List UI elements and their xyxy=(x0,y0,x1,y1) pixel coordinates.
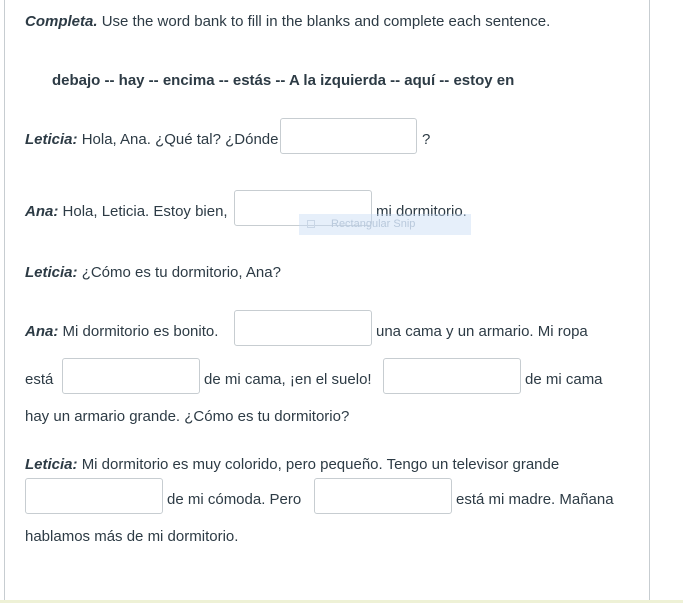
dialogue-text: mi dormitorio. xyxy=(376,203,467,220)
dialogue-text: de mi cama, ¡en el suelo! xyxy=(204,371,372,388)
dialogue-text: Mi dormitorio es muy colorido, pero pequeño. Tengo un televisor grande xyxy=(81,456,560,473)
instructions-label: Completa. xyxy=(25,13,98,30)
dialogue-line-4 xyxy=(25,322,218,342)
dialogue-text: de mi cómoda. Pero xyxy=(167,491,302,508)
dialogue-line-2 xyxy=(25,202,228,222)
dialogue-text: Hola, Ana. ¿Qué tal? ¿Dónde xyxy=(81,131,279,148)
speaker-label: Leticia: xyxy=(25,264,78,281)
dialogue-text: de mi cama xyxy=(525,371,603,388)
dialogue-line-5 xyxy=(25,455,559,475)
dialogue-text: Mi dormitorio es bonito. xyxy=(62,323,219,340)
blank-input-5[interactable] xyxy=(383,358,521,394)
speaker-label: Ana: xyxy=(25,203,59,220)
dialogue-text: hay un armario grande. ¿Cómo es tu dormitorio? xyxy=(25,408,350,425)
dialogue-text: una cama y un armario. Mi ropa xyxy=(376,323,588,340)
dialogue-line-3 xyxy=(25,263,281,283)
dialogue-text: ¿Cómo es tu dormitorio, Ana? xyxy=(81,264,281,281)
dialogue-text: hablamos más de mi dormitorio. xyxy=(25,528,239,545)
blank-input-7[interactable] xyxy=(314,478,452,514)
speaker-label: Leticia: xyxy=(25,456,78,473)
dialogue-text: está mi madre. Mañana xyxy=(456,491,614,508)
snip-label: Rectangular Snip xyxy=(331,218,416,230)
dialogue-text: está xyxy=(25,371,54,388)
speaker-label: Leticia: xyxy=(25,131,78,148)
blank-input-6[interactable] xyxy=(25,478,163,514)
blank-input-4[interactable] xyxy=(62,358,200,394)
word-bank: debajo -- hay -- encima -- estás -- A la izquierda -- aquí -- estoy en xyxy=(52,72,515,89)
rectangular-snip-overlay xyxy=(299,214,471,235)
snip-icon xyxy=(307,220,315,228)
blank-input-1[interactable] xyxy=(280,118,417,154)
dialogue-text: ? xyxy=(422,131,431,148)
speaker-label: Ana: xyxy=(25,323,59,340)
dialogue-text: Hola, Leticia. Estoy bien, xyxy=(62,203,228,220)
instructions xyxy=(25,12,550,32)
blank-input-3[interactable] xyxy=(234,310,372,346)
dialogue-line-1 xyxy=(25,130,278,150)
instructions-text: Use the word bank to fill in the blanks and complete each sentence. xyxy=(101,13,551,30)
